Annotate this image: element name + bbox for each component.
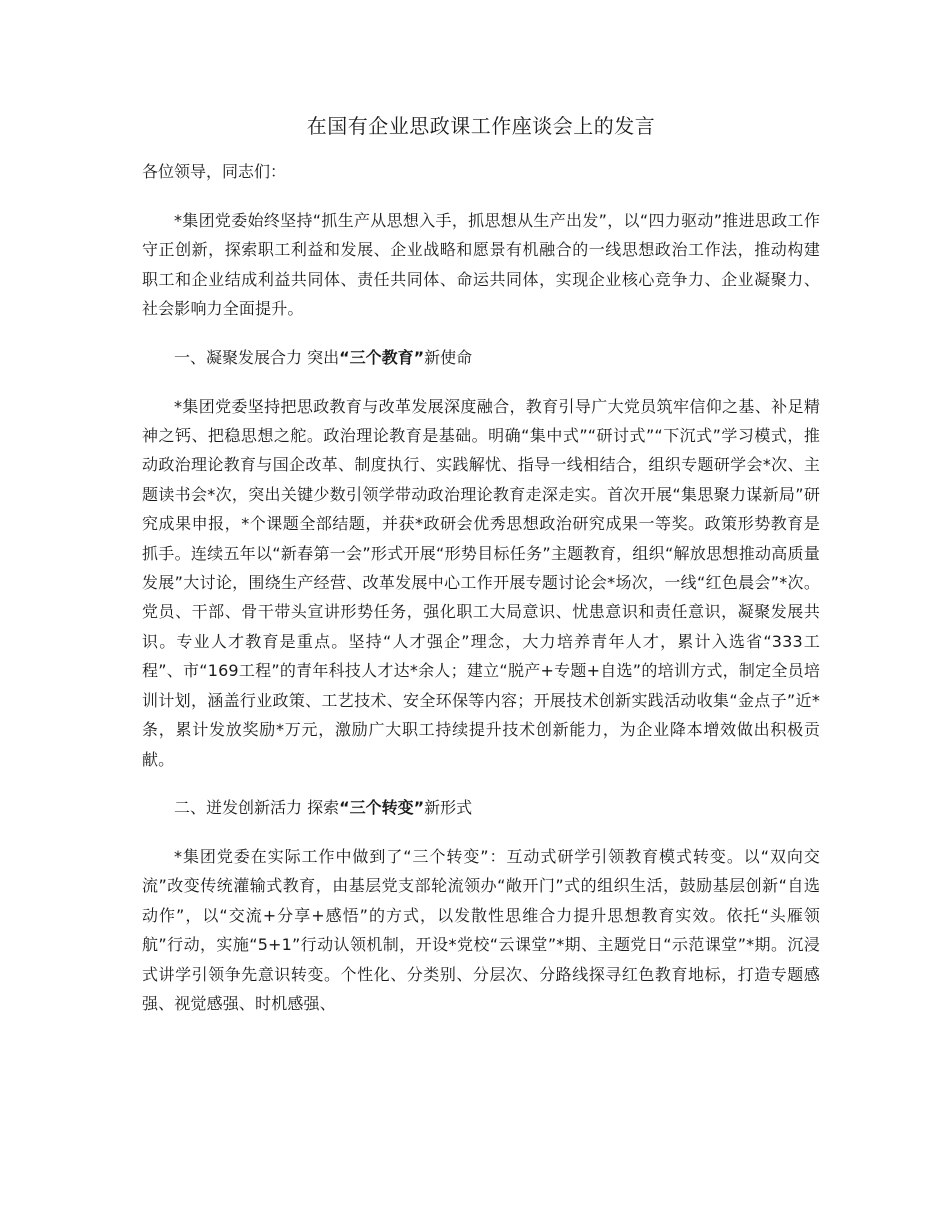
section-body-2: *集团党委在实际工作中做到了“三个转变”：互动式研学引领教育模式转变。以“双向交流”改变传统灌输式教育，由基层党支部轮流领办“敞开门”式的组织生活，鼓励基层创新“自选动作”，以“交流+分享+感悟”的方式，以发散性思维合力提升思想教育实效。依托“头雁领航”行动，实施“5+1”行动认领机制，开设*党校“云课堂”*期、主题党日“示范课堂”*期。沉浸式讲学引领争先意识转变。个性化、分类别、分层次、分路线探寻红色教育地标，打造专题感强、视觉感强、时机感强、 <box>142 846 820 1013</box>
section-heading-1-prefix: 一、凝聚发展合力 突出 <box>174 347 340 367</box>
section-heading-2-prefix: 二、迸发创新活力 探索 <box>174 797 340 817</box>
section-heading-2 <box>142 793 820 823</box>
intro-paragraph: *集团党委始终坚持“抓生产从思想入手，抓思想从生产出发”，以“四力驱动”推进思政工作守正创新，探索职工利益和发展、企业战略和愿景有机融合的一线思想政治工作法，推动构建职工和企业结成利益共同体、责任共同体、命运共同体，实现企业核心竞争力、企业凝聚力、社会影响力全面提升。 <box>142 211 820 319</box>
section-heading-2-suffix: 新形式 <box>424 797 473 817</box>
section-heading-1-quote: “三个教育” <box>339 347 425 367</box>
section-heading-1 <box>142 343 820 373</box>
salutation: 各位领导，同志们： <box>142 162 287 181</box>
document-page <box>142 108 820 1018</box>
section-body-1: *集团党委坚持把思政教育与改革发展深度融合，教育引导广大党员筑牢信仰之基、补足精神之钙、把稳思想之舵。政治理论教育是基础。明确“集中式”“研讨式”“下沉式”学习模式，推动政治理论教育与国企改革、制度执行、实践解忧、指导一线相结合，组织专题研学会*次、主题读书会*次，突出关键少数引领学带动政治理论教育走深走实。首次开展“集思聚力谋新局”研究成果申报，*个课题全部结题，并获*政研会优秀思想政治研究成果一等奖。政策形势教育是抓手。连续五年以“新春第一会”形式开展“形势目标任务”主题教育，组织“解放思想推动高质量发展”大讨论，围绕生产经营、改革发展中心工作开展专题讨论会*场次，一线“红色晨会”*次。党员、干部、骨干带头宣讲形势任务，强化职工大局意识、忧患意识和责任意识，凝聚发展共识。专业人才教育是重点。坚持“人才强企”理念，大力培养青年人才，累计入选省“333工程”、市“169工程”的青年科技人才达*余人；建立“脱产+专题+自选”的培训方式，制定全员培训计划，涵盖行业政策、工艺技术、安全环保等内容；开展技术创新实践活动收集“金点子”近*条，累计发放奖励*万元，激励广大职工持续提升技术创新能力，为企业降本增效做出积极贡献。 <box>142 396 820 769</box>
document-title: 在国有企业思政课工作座谈会上的发言 <box>306 114 656 138</box>
section-heading-2-quote: “三个转变” <box>339 797 425 817</box>
section-heading-1-suffix: 新使命 <box>424 347 473 367</box>
